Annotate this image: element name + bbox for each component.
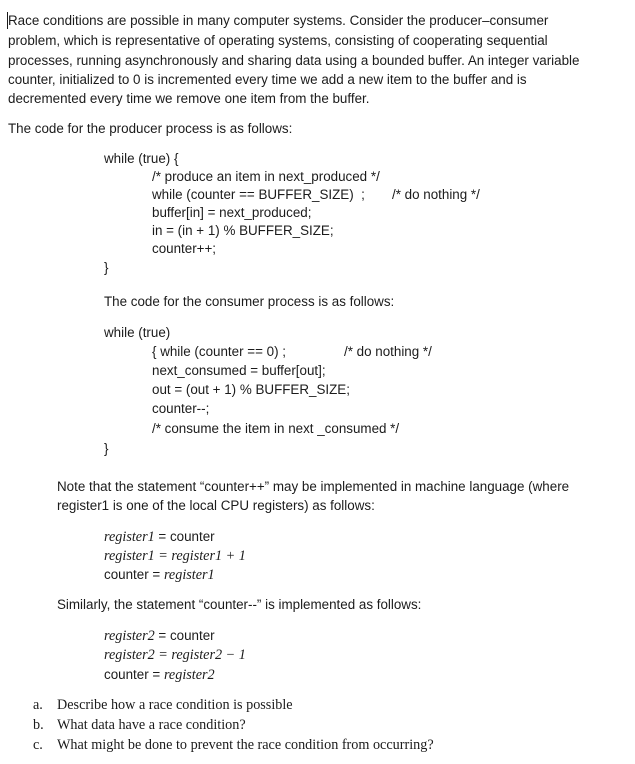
register-variable: register2 <box>104 628 155 644</box>
note-line: register1 is one of the local CPU registers) as follows: <box>57 498 375 513</box>
register-variable: register1 <box>163 567 215 583</box>
code-line: while (true) { <box>104 151 179 166</box>
asm-line <box>104 627 215 645</box>
code-line: counter++; <box>152 241 217 256</box>
question-marker: a. <box>33 697 43 713</box>
note-line: Note that the statement “counter++” may be implemented in machine language (where <box>57 479 570 494</box>
question-text: What data have a race condition? <box>57 717 246 733</box>
code-line: while (true) <box>104 325 171 340</box>
intro-line: counter, initialized to 0 is incremented every time we add a new item to the buffer and is <box>8 72 527 87</box>
question-text: What might be done to prevent the race condition from occurring? <box>57 737 434 753</box>
asm-text: counter = <box>104 667 164 682</box>
code-line: in = (in + 1) % BUFFER_SIZE; <box>152 223 334 238</box>
code-comment: /* do nothing */ <box>344 344 432 359</box>
asm-line: register2 = register2 − 1 <box>104 647 246 663</box>
code-line: /* consume the item in next _consumed */ <box>152 421 400 436</box>
code-comment: /* do nothing */ <box>392 187 480 202</box>
code-line: out = (out + 1) % BUFFER_SIZE; <box>152 382 350 397</box>
asm-text: = counter <box>154 529 215 544</box>
register-variable: register2 <box>163 667 215 683</box>
code-line: while (counter == BUFFER_SIZE) ; <box>152 187 365 202</box>
asm-text: = counter <box>154 628 215 643</box>
code-line: buffer[in] = next_produced; <box>152 205 312 220</box>
asm-line: register1 = register1 + 1 <box>104 548 246 564</box>
intro-line: Race conditions are possible in many computer systems. Consider the producer–consumer <box>8 13 549 28</box>
intro-line: processes, running asynchronously and sharing data using a bounded buffer. An integer variable <box>8 53 580 68</box>
code-line: /* produce an item in next_produced */ <box>152 169 380 184</box>
asm-line <box>104 666 215 684</box>
code-line: } <box>104 260 109 275</box>
code-line: } <box>104 441 109 456</box>
intro-line: decremented every time we remove one item from the buffer. <box>8 91 370 106</box>
code-line: next_consumed = buffer[out]; <box>152 363 326 378</box>
intro-line: problem, which is representative of operating systems, consisting of cooperating sequential <box>8 33 548 48</box>
question-marker: b. <box>33 717 44 733</box>
asm-line <box>104 528 215 546</box>
consumer-heading: The code for the consumer process is as follows: <box>104 294 395 309</box>
code-line: { while (counter == 0) ; <box>152 344 286 359</box>
question-marker: c. <box>33 737 43 753</box>
question-text: Describe how a race condition is possible <box>57 697 293 713</box>
asm-line <box>104 566 215 584</box>
asm-text: counter = <box>104 567 164 582</box>
code-line: counter--; <box>152 401 210 416</box>
register-variable: register1 <box>104 529 155 545</box>
similarly-line: Similarly, the statement “counter--” is implemented as follows: <box>57 597 422 612</box>
producer-heading: The code for the producer process is as follows: <box>8 121 293 136</box>
